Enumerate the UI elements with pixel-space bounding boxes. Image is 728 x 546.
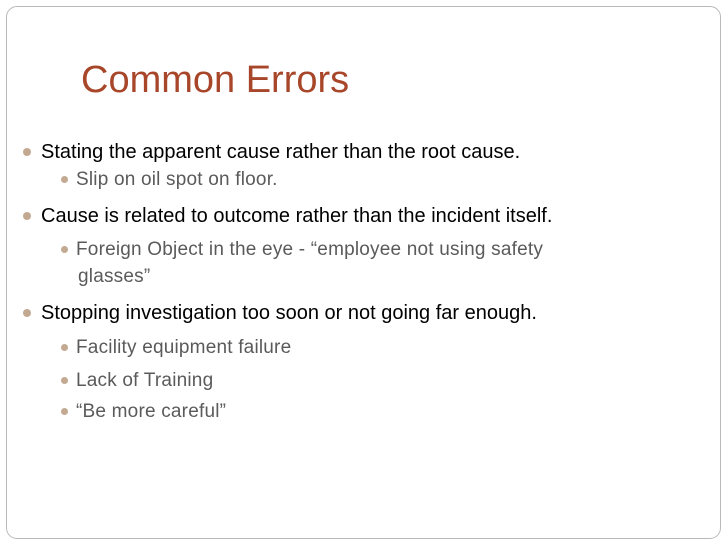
sub-bullet-text: Slip on oil spot on floor.: [76, 169, 278, 190]
bullet-dot-icon: [23, 309, 31, 317]
bullet-item: [23, 300, 537, 326]
bullet-item: [23, 203, 552, 229]
bullet-text: Stopping investigation too soon or not going far enough.: [41, 302, 537, 324]
sub-bullet-text: Facility equipment failure: [76, 337, 292, 358]
bullet-dot-icon: [61, 176, 68, 183]
sub-bullet-continuation: [78, 265, 150, 289]
bullet-dot-icon: [61, 344, 68, 351]
sub-bullet-item: [61, 400, 226, 424]
sub-bullet-text: glasses”: [78, 266, 151, 287]
bullet-text: Stating the apparent cause rather than the root cause.: [41, 141, 521, 163]
bullet-dot-icon: [61, 246, 68, 253]
bullet-dot-icon: [23, 148, 31, 156]
bullet-dot-icon: [61, 408, 68, 415]
sub-bullet-text: Lack of Training: [76, 370, 214, 391]
slide-title: Common Errors: [81, 59, 350, 101]
sub-bullet-item: [61, 369, 213, 393]
sub-bullet-text: Foreign Object in the eye - “employee not using safety: [76, 239, 544, 260]
sub-bullet-item: [61, 336, 291, 360]
bullet-item: [23, 139, 520, 165]
sub-bullet-item: [61, 168, 278, 192]
bullet-dot-icon: [23, 212, 31, 220]
sub-bullet-text: “Be more careful”: [76, 401, 227, 422]
bullet-text: Cause is related to outcome rather than the incident itself.: [41, 205, 553, 227]
sub-bullet-item: [61, 238, 543, 262]
bullet-dot-icon: [61, 377, 68, 384]
